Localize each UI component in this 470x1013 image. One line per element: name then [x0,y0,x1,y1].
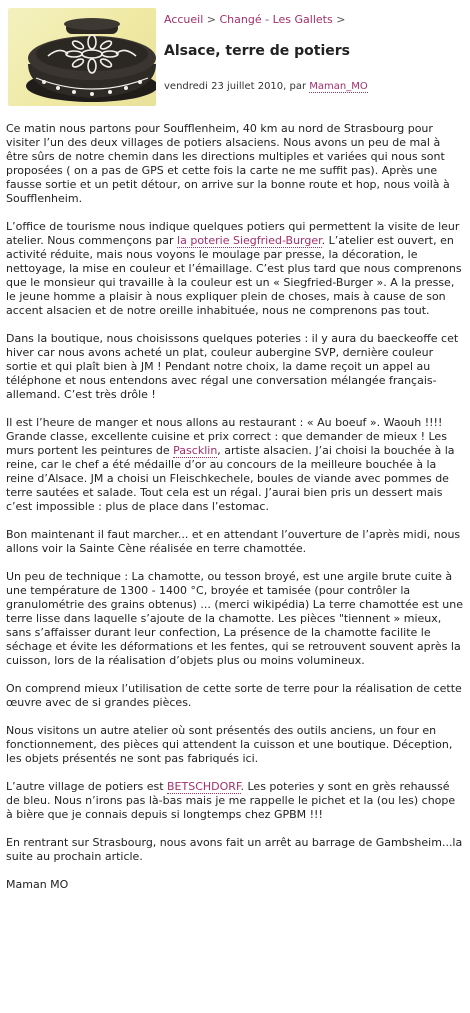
paragraph: On comprend mieux l’utilisation de cette sorte de terre pour la réalisation de cette œuvre avec de si grandes pièces. [6,682,462,709]
paragraph-text: L’office de tourisme nous indique quelques potiers qui permettent la visite de leur atelier. Nous commençons par [6,220,460,247]
pottery-dish-image [8,8,156,106]
author-link[interactable]: Maman_MO [309,81,368,92]
paragraph: Ce matin nous partons pour Soufflenheim, 40 km au nord de Strasbourg pour visiter l’un des deux villages de potiers alsaciens. Nous avons un peu de mal à être sûrs de notre chemin dans les directions multiples et variées qui nous sont proposées ( on a pas de GPS et cette fois la carte ne me suffit pas). Après une fausse sortie et un petit détour, on arrive sur la bonne route et hop, nous voilà à Soufflenheim. [6,122,450,205]
poterie-siegfried-burger-link[interactable]: la poterie Siegfried-Burger [177,234,322,247]
paragraph-text: L’autre village de potiers est [6,780,168,793]
post-title: Alsace, terre de potiers [164,43,351,59]
post-header [0,0,470,112]
paragraph-text: , artiste alsacien. J’ai choisi la bouchée à la reine, car le chef a été médaille d’or au concours de la meilleure bouchée à la reine d’Alsace. JM a choisi un Fleischkechele, boules de viande avec pommes de terre sautées et salade. Tout cela est un régal. J’aurai bien pris un dessert mais c’est impossible : plus de place dans l’estomac. [6,444,455,513]
paragraph-text: . Les poteries y sont en grès rehaussé de bleu. Nous n’irons pas là-bas mais je me rappelle le pichet et la (ou les) chope à bière que je connais depuis si longtemps chez GPBM !!! [6,780,456,821]
paragraph: Dans la boutique, nous choisissons quelques poteries : il y aura du baeckeoffe cet hiver car nous avons acheté un plat, couleur aubergine SVP, dernière couleur sortie et qui plaît bien à JM ! Pendant notre choix, la dame reçoit un appel au téléphone et nous entendons avec régal une conversation mélangée français-allemand. C’est très drôle ! [6,332,459,401]
post-meta [164,80,368,94]
paragraph: Un peu de technique : La chamotte, ou tesson broyé, est une argile brute cuite à une température de 1300 - 1400 °C, broyée et tamisée (pour contrôler la granulométrie des grains obtenus) ... (merci wikipédia) La terre chamottée est une terre lisse dans laquelle s’ajoute de la chamotte. Les pièces "tiennent » mieux, sans s’affaisser durant leur confection, La présence de la chamotte facilite le séchage et évite les déformations et les fentes, qui se retrouvent souvent après la cuisson, lors de la réalisation d’objets plus ou moins volumineux. [6,570,463,667]
breadcrumb-home-link[interactable]: Accueil [164,13,204,26]
breadcrumb [164,13,345,27]
paragraph-text: . L’atelier est ouvert, en activité réduite, mais nous voyons le moulage par presse, la décoration, le nettoyage, la mise en couleur et l’émaillage. C’est plus tard que nous comprenons que le monsieur qui travaille à la couleur est un « Siegfried-Burger ». A la presse, le jeune homme a plaisir à nous expliquer plein de choses, mais à cause de son accent alsacien et de notre oreille inhabituée, nous ne comprenons pas tout. [6,234,462,317]
breadcrumb-separator: > [332,13,346,26]
paragraph: Bon maintenant il faut marcher... et en attendant l’ouverture de l’après midi, nous allons voir la Sainte Cène réalisée en terre chamottée. [6,528,461,555]
article-body [6,122,464,906]
breadcrumb-category-link[interactable]: Changé - Les Gallets [219,13,333,26]
paragraph: Nous visitons un autre atelier où sont présentés des outils anciens, un four en fonctionnement, des pièces qui attendent la cuisson et une boutique. Déception, les objets présentés ne sont pas fabriqués ici. [6,724,453,765]
paragraph-text: Il est l’heure de manger et nous allons au restaurant : « Au boeuf ». Waouh !!!! Grande classe, excellente cuisine et prix correct : que demander de mieux ! Les murs portent les peintures de [6,416,447,457]
paragraph [6,780,464,822]
paragraph: En rentrant sur Strasbourg, nous avons fait un arrêt au barrage de Gambsheim...la suite au prochain article. [6,836,463,863]
post-date: vendredi 23 juillet 2010, par [164,81,310,92]
paragraph [6,220,464,318]
paragraph [6,416,464,514]
pascklin-link[interactable]: Pascklin [173,444,218,457]
breadcrumb-separator: > [203,13,220,26]
betschdorf-link[interactable]: BETSCHDORF [167,780,241,793]
signature: Maman MO [6,878,69,891]
